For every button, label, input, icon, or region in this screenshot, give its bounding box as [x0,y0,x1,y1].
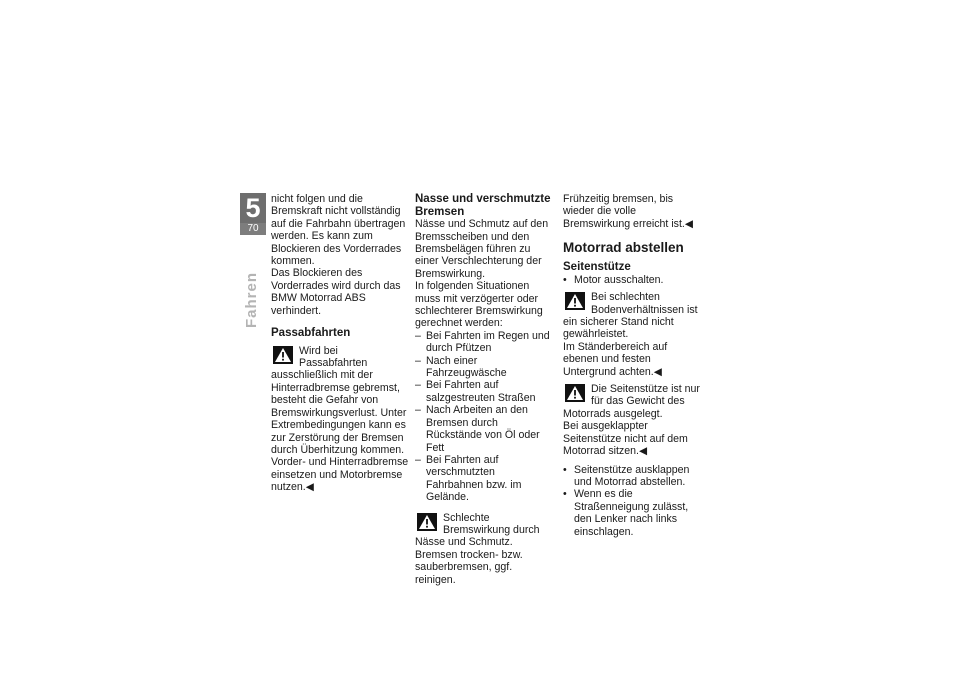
chapter-number: 5 [245,193,261,223]
warning-text: Schlechte Bremswirkung durch Nässe und Schmutz. Bremsen trocken- bzw. sauberbremsen, ggf. reinigen. [415,511,540,586]
heading-passabfahrten: Passabfahrten [271,327,351,340]
list-item: – Nach einer Fahrzeugwäsche [415,355,553,380]
heading-nasse-bremsen: Nasse und verschmutzte Bremsen [415,193,551,218]
paragraph: Vorder- und Hinterradbremse einsetzen und Motorbremse nutzen.◀ [271,456,409,494]
paragraph: Bei ausgeklappter Seitenstütze nicht auf dem Motorrad sitzen.◀ [563,420,688,458]
situation-list [415,330,553,504]
step-list [563,464,701,538]
warning-triangle-icon [565,292,585,310]
heading-seitenstuetze: Seitenstütze [563,261,631,274]
list-item: – Bei Fahrten auf verschmutzten Fahrbahnen bzw. im Gelände. [415,454,553,504]
paragraph: In folgenden Situationen muss mit verzögerter oder schlechterer Bremswirkung gerechnet werden: [415,280,543,330]
warning-text: Bei schlechten Bodenverhältnissen ist ein sicherer Stand nicht gewährleistet. [563,291,698,341]
warning-block [563,291,701,341]
chapter-tab [240,193,266,235]
paragraph: Nässe und Schmutz auf den Bremsscheiben und den Bremsbelägen führen zu einer Verschlechterung der Bremswirkung. [415,218,549,280]
chapter-side-label: Fahren [243,271,260,328]
paragraph: Das Blockieren des Vorderrades wird durch das BMW Motorrad ABS verhindert. [271,267,401,317]
warning-block [563,383,701,420]
list-item: • Motor ausschalten. [563,274,701,286]
warning-block [415,512,553,586]
page-number: 70 [240,223,266,235]
list-item: – Bei Fahrten im Regen und durch Pfützen [415,330,553,355]
warning-triangle-icon [417,513,437,531]
list-item: • Wenn es die Straßenneigung zulässt, den Lenker nach links einschlagen. [563,488,701,538]
warning-text: Die Seitenstütze ist nur für das Gewicht des Motorrads ausgelegt. [563,383,700,420]
heading-motorrad-abstellen: Motorrad abstellen [563,240,684,256]
paragraph: Frühzeitig bremsen, bis wieder die volle Bremswirkung erreicht ist.◀ [563,193,694,230]
warning-text: Wird bei Passabfahrten ausschließlich mit der Hinterradbremse gebremst, besteht die Gefahr von Bremswirkungsverlust. Unter Extrembedingungen kann es zur Zerstörung der Bremsen durch Überhitzung kommen. [271,344,407,456]
step-list [563,274,701,286]
paragraph: nicht folgen und die Bremskraft nicht vollständig auf die Fahrbahn übertragen werden. Es kann zum Blockieren des Vorderrades kommen. [271,193,406,268]
warning-block [271,345,409,457]
warning-triangle-icon [565,384,585,402]
list-item: – Nach Arbeiten an den Bremsen durch Rückstände von Öl oder Fett [415,404,553,454]
warning-triangle-icon [273,346,293,364]
paragraph: Im Ständerbereich auf ebenen und festen Untergrund achten.◀ [563,340,668,378]
column-1 [271,193,409,494]
column-2 [415,193,553,586]
column-3 [563,193,701,538]
list-item: – Bei Fahrten auf salzgestreuten Straßen [415,379,553,404]
list-item: • Seitenstütze ausklappen und Motorrad abstellen. [563,464,701,489]
